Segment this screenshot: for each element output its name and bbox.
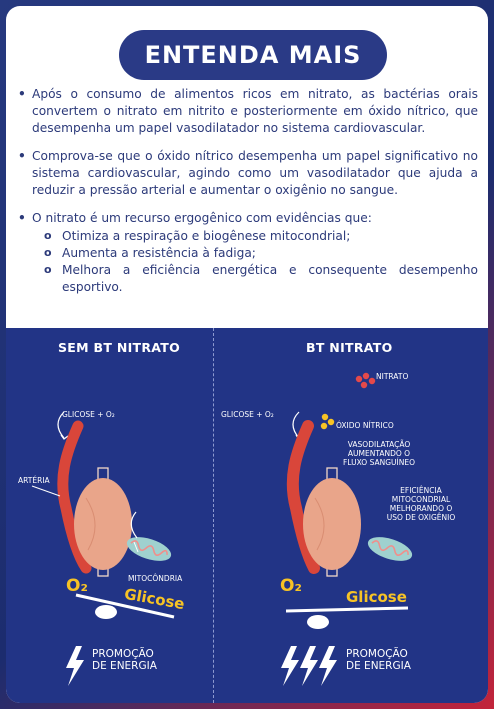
muscle-icon (303, 478, 361, 570)
panel-divider (213, 328, 214, 703)
poster-card (6, 6, 488, 703)
info-bullets (16, 86, 478, 307)
promo-line-2: DE ENERGIA (92, 660, 157, 672)
scale-glicose-label: Glicose (346, 588, 407, 606)
mitochondria-label: MITOCÔNDRIA (128, 574, 183, 583)
bullet-text: Após o consumo de alimentos ricos em nitrato, as bactérias orais convertem o nitrato em nitrito e posteriormente em óxido nítrico, que desempenha um papel vasodilatador no sistema cardiovascular. (32, 87, 478, 135)
sub-bullet-item: o Melhora a eficiência energética e consequente desempenho esportivo. (32, 262, 478, 296)
promo-text-right (346, 648, 411, 672)
bullet-text: Comprova-se que o óxido nítrico desempenha um papel significativo no sistema cardiovascular, agindo como um vasodilatador que ajuda a reduzir a pressão arterial e aumentar o oxigênio no sangue. (32, 149, 478, 197)
mitochondrial-efficiency-label: EFICIÊNCIA MITOCONDRIAL MELHORANDO O USO DE OXIGÊNIO (386, 486, 456, 522)
lightning-bolt-icon (319, 646, 337, 686)
scale-glicose-label: Glicose (122, 584, 187, 614)
sub-bullet-item: o Otimiza a respiração e biogênese mitocondrial; (32, 228, 478, 245)
vasodilation-label: VASODILATAÇÃO AUMENTANDO O FLUXO SANGUÍNEO (343, 440, 415, 467)
nitric-oxide-label: ÓXIDO NÍTRICO (336, 421, 394, 430)
bullet-item (16, 86, 478, 137)
lightning-bolt-icon (66, 646, 84, 686)
mitochondria-icon (365, 532, 415, 565)
promo-line-1: PROMOÇÃO (92, 648, 154, 660)
right-illustration (281, 373, 415, 686)
promo-line-2: DE ENERGIA (346, 660, 411, 672)
promo-text-left (92, 648, 157, 672)
glucose-label: GLICOSE + O₂ (221, 410, 274, 419)
sub-bullet-item: o Aumenta a resistência à fadiga; (32, 245, 478, 262)
nitrate-label: NITRATO (376, 372, 409, 381)
artery-label: ARTÉRIA (18, 476, 50, 485)
bullet-item (16, 210, 478, 296)
comparison-panel (6, 328, 488, 703)
nitrate-molecule-icon (356, 373, 375, 388)
bullet-text: O nitrato é um recurso ergogênico com evidências que: (32, 211, 372, 225)
left-panel-heading: SEM BT NITRATO (58, 340, 181, 355)
sub-bullet-list (32, 228, 478, 296)
mitochondria-icon (124, 532, 174, 565)
muscle-icon (74, 478, 132, 570)
promo-line-1: PROMOÇÃO (346, 648, 408, 660)
left-illustration (32, 412, 174, 686)
glucose-label: GLICOSE + O₂ (62, 410, 115, 419)
lightning-bolt-icon (300, 646, 318, 686)
scale-o2-label: O₂ (66, 576, 88, 596)
scale-o2-label: O₂ (280, 576, 302, 596)
bullet-item (16, 148, 478, 199)
balance-scale-icon (286, 608, 408, 629)
page-title: ENTENDA MAIS (119, 30, 387, 80)
lightning-bolt-icon (281, 646, 299, 686)
nitric-oxide-molecule-icon (321, 414, 334, 429)
right-panel-heading: BT NITRATO (306, 340, 393, 355)
